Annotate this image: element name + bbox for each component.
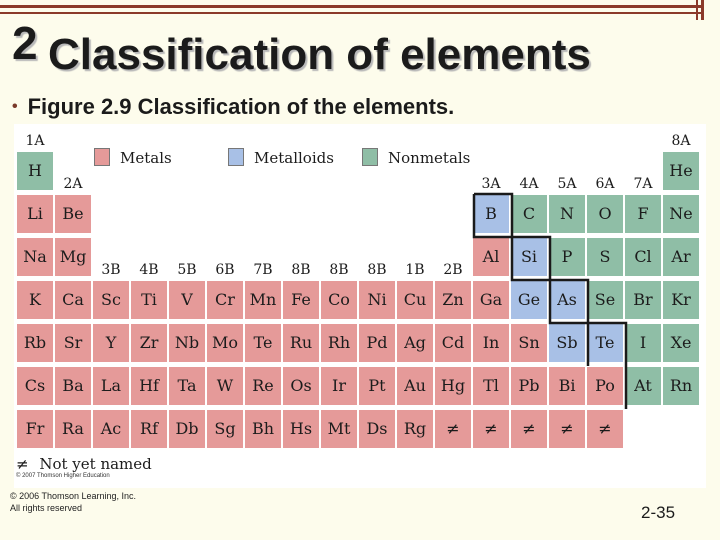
element-cell: B bbox=[472, 194, 510, 234]
top-rule-thin bbox=[0, 12, 704, 14]
element-cell: Ac bbox=[92, 409, 130, 449]
copyright-line-2: All rights reserved bbox=[10, 503, 83, 513]
element-cell: Tl bbox=[472, 366, 510, 406]
element-cell: Cd bbox=[434, 323, 472, 363]
element-cell: Zn bbox=[434, 280, 472, 320]
copyright-line-1: © 2006 Thomson Learning, Inc. bbox=[10, 491, 137, 501]
element-cell: Nb bbox=[168, 323, 206, 363]
element-cell: Ir bbox=[320, 366, 358, 406]
group-label-12: 2B bbox=[443, 262, 463, 278]
element-cell: ≠ bbox=[586, 409, 624, 449]
element-cell: He bbox=[662, 151, 700, 191]
element-cell: Rf bbox=[130, 409, 168, 449]
group-label-4: 4B bbox=[139, 262, 159, 278]
group-label-17: 7A bbox=[633, 176, 653, 192]
element-cell: F bbox=[624, 194, 662, 234]
element-cell: Fe bbox=[282, 280, 320, 320]
element-cell: H bbox=[16, 151, 54, 191]
element-cell: At bbox=[624, 366, 662, 406]
slide-title: Classification of elements bbox=[48, 30, 591, 79]
element-cell: C bbox=[510, 194, 548, 234]
element-cell: Kr bbox=[662, 280, 700, 320]
element-cell: Po bbox=[586, 366, 624, 406]
element-cell: Mo bbox=[206, 323, 244, 363]
group-label-2: 2A bbox=[63, 176, 83, 192]
element-cell: Bi bbox=[548, 366, 586, 406]
element-cell: Br bbox=[624, 280, 662, 320]
element-cell: Co bbox=[320, 280, 358, 320]
element-cell: Si bbox=[510, 237, 548, 277]
element-cell: Hg bbox=[434, 366, 472, 406]
group-label-14: 4A bbox=[519, 176, 539, 192]
legend-metalloids-label: Metalloids bbox=[254, 149, 334, 167]
element-cell: Db bbox=[168, 409, 206, 449]
element-cell: Ge bbox=[510, 280, 548, 320]
corner-rule-thick bbox=[701, 0, 704, 20]
element-cell: Rn bbox=[662, 366, 700, 406]
element-cell: Be bbox=[54, 194, 92, 234]
element-cell: Rg bbox=[396, 409, 434, 449]
element-cell: Xe bbox=[662, 323, 700, 363]
periodic-table-figure bbox=[14, 124, 706, 488]
group-label-10: 8B bbox=[367, 262, 387, 278]
group-label-13: 3A bbox=[481, 176, 501, 192]
group-label-15: 5A bbox=[557, 176, 577, 192]
group-label-5: 5B bbox=[177, 262, 197, 278]
element-cell: Rh bbox=[320, 323, 358, 363]
element-cell: Mg bbox=[54, 237, 92, 277]
element-cell: Se bbox=[586, 280, 624, 320]
chapter-number: 2 bbox=[12, 17, 38, 69]
element-cell: Mn bbox=[244, 280, 282, 320]
group-label-1: 1A bbox=[25, 133, 45, 149]
element-cell: Pt bbox=[358, 366, 396, 406]
bullet-icon: • bbox=[12, 98, 18, 115]
group-label-9: 8B bbox=[329, 262, 349, 278]
element-cell: ≠ bbox=[548, 409, 586, 449]
element-cell: Ta bbox=[168, 366, 206, 406]
element-cell: Mt bbox=[320, 409, 358, 449]
element-cell: Pd bbox=[358, 323, 396, 363]
not-named-note bbox=[16, 455, 152, 473]
slide-number: 2-35 bbox=[641, 503, 676, 522]
corner-rule bbox=[696, 0, 698, 20]
not-named-symbol: ≠ bbox=[16, 455, 29, 473]
element-cell: Sb bbox=[548, 323, 586, 363]
top-rule bbox=[0, 5, 704, 8]
group-label-11: 1B bbox=[405, 262, 425, 278]
element-cell: Fr bbox=[16, 409, 54, 449]
group-label-18: 8A bbox=[671, 133, 691, 149]
element-cell: Al bbox=[472, 237, 510, 277]
element-cell: Na bbox=[16, 237, 54, 277]
legend-metals-swatch bbox=[94, 148, 110, 166]
element-cell: Ra bbox=[54, 409, 92, 449]
element-cell: Ag bbox=[396, 323, 434, 363]
element-cell: Ca bbox=[54, 280, 92, 320]
element-cell: Au bbox=[396, 366, 434, 406]
group-label-8: 8B bbox=[291, 262, 311, 278]
element-cell: Rb bbox=[16, 323, 54, 363]
element-cell: Ru bbox=[282, 323, 320, 363]
element-cell: Hs bbox=[282, 409, 320, 449]
element-cell: V bbox=[168, 280, 206, 320]
bullet-item bbox=[12, 94, 454, 120]
element-cell: Sr bbox=[54, 323, 92, 363]
element-cell: La bbox=[92, 366, 130, 406]
group-label-16: 6A bbox=[595, 176, 615, 192]
element-cell: ≠ bbox=[510, 409, 548, 449]
element-cell: Cu bbox=[396, 280, 434, 320]
element-cell: Sg bbox=[206, 409, 244, 449]
element-cell: ≠ bbox=[472, 409, 510, 449]
legend-metals-label: Metals bbox=[120, 149, 172, 167]
source-credit: © 2007 Thomson Higher Education bbox=[16, 473, 110, 479]
element-cell: Hf bbox=[130, 366, 168, 406]
element-cell: Cr bbox=[206, 280, 244, 320]
element-cell: W bbox=[206, 366, 244, 406]
element-cell: In bbox=[472, 323, 510, 363]
element-cell: Zr bbox=[130, 323, 168, 363]
element-cell: Ni bbox=[358, 280, 396, 320]
element-cell: S bbox=[586, 237, 624, 277]
element-cell: Sn bbox=[510, 323, 548, 363]
not-named-label: Not yet named bbox=[39, 455, 152, 473]
group-label-7: 7B bbox=[253, 262, 273, 278]
element-cell: Ga bbox=[472, 280, 510, 320]
element-cell: Li bbox=[16, 194, 54, 234]
element-cell: Ar bbox=[662, 237, 700, 277]
element-cell: Y bbox=[92, 323, 130, 363]
group-label-6: 6B bbox=[215, 262, 235, 278]
element-cell: P bbox=[548, 237, 586, 277]
element-cell: Te bbox=[586, 323, 624, 363]
group-label-3: 3B bbox=[101, 262, 121, 278]
legend-nonmetals-label: Nonmetals bbox=[388, 149, 471, 167]
element-cell: Cs bbox=[16, 366, 54, 406]
element-cell: Te bbox=[244, 323, 282, 363]
element-cell: As bbox=[548, 280, 586, 320]
legend-nonmetals-swatch bbox=[362, 148, 378, 166]
element-cell: Bh bbox=[244, 409, 282, 449]
element-cell: Cl bbox=[624, 237, 662, 277]
element-cell: I bbox=[624, 323, 662, 363]
element-cell: Os bbox=[282, 366, 320, 406]
legend-metalloids-swatch bbox=[228, 148, 244, 166]
element-cell: Ti bbox=[130, 280, 168, 320]
element-cell: Pb bbox=[510, 366, 548, 406]
element-cell: Re bbox=[244, 366, 282, 406]
copyright bbox=[10, 490, 136, 514]
element-cell: O bbox=[586, 194, 624, 234]
element-cell: Ba bbox=[54, 366, 92, 406]
element-cell: Sc bbox=[92, 280, 130, 320]
element-cell: Ne bbox=[662, 194, 700, 234]
element-cell: ≠ bbox=[434, 409, 472, 449]
bullet-text: Figure 2.9 Classification of the elements. bbox=[27, 94, 455, 119]
element-cell: K bbox=[16, 280, 54, 320]
element-cell: Ds bbox=[358, 409, 396, 449]
element-cell: N bbox=[548, 194, 586, 234]
